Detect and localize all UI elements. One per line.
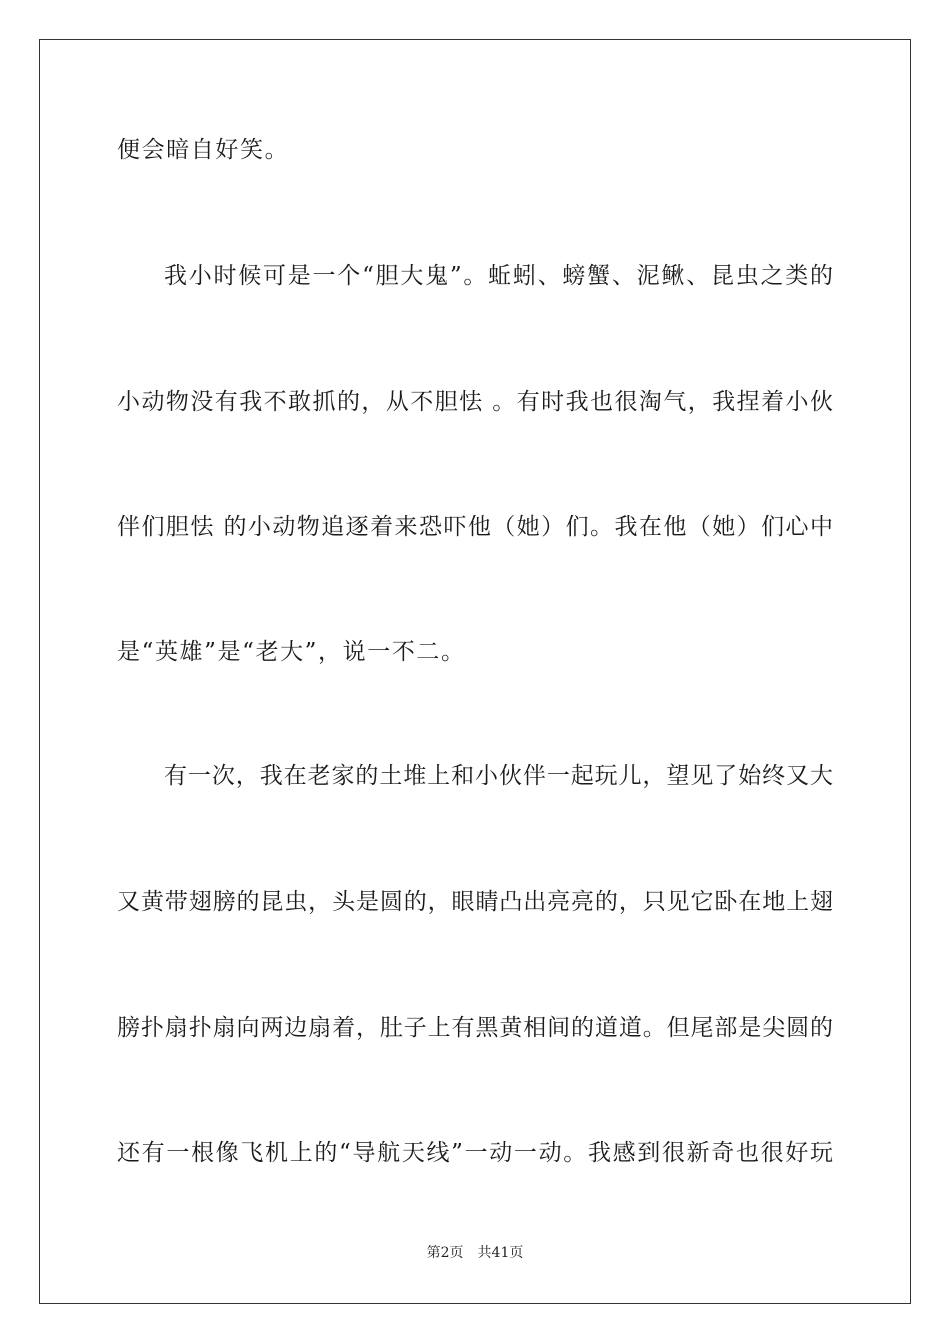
page-number: 第2页	[426, 1245, 464, 1261]
paragraph-line: 膀扑扇扑扇向两边扇着，肚子上有黑黄相间的道道。但尾部是尖圆的	[117, 1015, 833, 1041]
paragraph-line: 还有一根像飞机上的“导航天线”一动一动。我感到很新奇也很好玩	[117, 1140, 833, 1166]
page-total: 共41页	[477, 1245, 524, 1261]
paragraph-line: 又黄带翅膀的昆虫，头是圆的，眼睛凸出亮亮的，只见它卧在地上翅	[117, 889, 833, 915]
paragraph-line: 有一次，我在老家的土堆上和小伙伴一起玩儿，望见了始终又大	[164, 763, 833, 789]
paragraph-line: 便会暗自好笑。	[117, 137, 290, 163]
paragraph-line: 小动物没有我不敢抓的，从不胆怯 。有时我也很淘气，我捏着小伙	[117, 389, 833, 415]
paragraph-line: 伴们胆怯 的小动物追逐着来恐吓他（她）们。我在他（她）们心中	[117, 514, 833, 540]
page-footer	[0, 1244, 950, 1262]
paragraph-line: 我小时候可是一个“胆大鬼”。蚯蚓、螃蟹、泥鳅、昆虫之类的	[164, 263, 833, 289]
paragraph-line: 是“英雄”是“老大”，说一不二。	[117, 639, 466, 665]
page-border	[39, 39, 911, 1304]
